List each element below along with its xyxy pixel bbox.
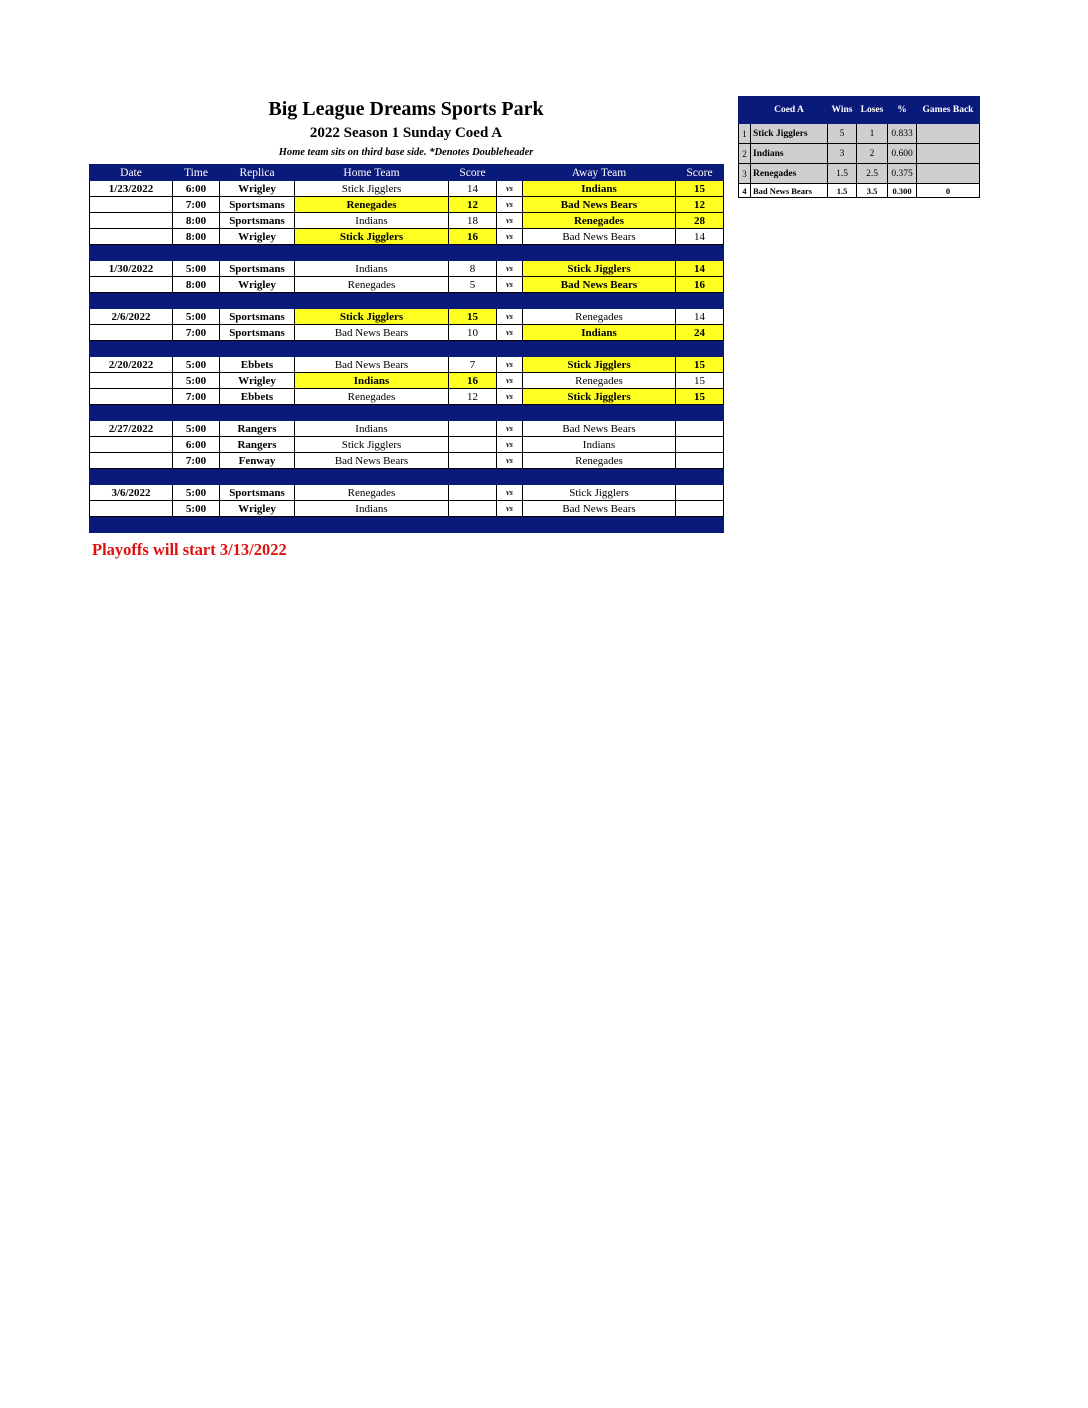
vs-label: vs	[497, 197, 523, 213]
vs-label: vs	[497, 213, 523, 229]
away-team: Renegades	[523, 213, 676, 229]
home-team: Renegades	[295, 277, 449, 293]
standings-row	[739, 164, 980, 184]
game-time: 5:00	[173, 501, 220, 517]
game-time: 6:00	[173, 437, 220, 453]
game-date	[90, 197, 173, 213]
game-field: Sportsmans	[220, 485, 295, 501]
standings-wins: 1.5	[828, 184, 857, 198]
separator-cell	[173, 517, 220, 533]
schedule-note: Home team sits on third base side. *Denotes Doubleheader	[278, 147, 534, 158]
game-time: 5:00	[173, 485, 220, 501]
col-away-team-header: Away Team	[523, 165, 676, 181]
separator-cell	[173, 469, 220, 485]
separator-cell	[220, 405, 295, 421]
separator-cell	[497, 517, 523, 533]
game-field: Sportsmans	[220, 309, 295, 325]
away-team: Indians	[523, 325, 676, 341]
away-team: Renegades	[523, 309, 676, 325]
game-row	[90, 213, 724, 229]
col-loses-header: Loses	[857, 97, 888, 124]
game-date	[90, 453, 173, 469]
col-away-score-header: Score	[676, 165, 724, 181]
col-division-header: Coed A	[751, 97, 828, 124]
game-field: Wrigley	[220, 229, 295, 245]
vs-label: vs	[497, 229, 523, 245]
away-score: 15	[676, 389, 724, 405]
col-games-back-header: Games Back	[917, 97, 980, 124]
away-team: Bad News Bears	[523, 229, 676, 245]
col-home-score-header: Score	[449, 165, 497, 181]
standings-games-back	[917, 164, 980, 184]
away-score: 15	[676, 181, 724, 197]
away-team: Renegades	[523, 373, 676, 389]
standings-team: Indians	[751, 144, 828, 164]
schedule-separator-row	[90, 341, 724, 357]
separator-cell	[676, 293, 724, 309]
schedule-separator-row	[90, 293, 724, 309]
separator-cell	[449, 405, 497, 421]
separator-cell	[295, 245, 449, 261]
home-team: Renegades	[295, 197, 449, 213]
separator-cell	[295, 341, 449, 357]
standings-team: Renegades	[751, 164, 828, 184]
separator-cell	[90, 405, 173, 421]
separator-cell	[449, 341, 497, 357]
vs-label: vs	[497, 357, 523, 373]
separator-cell	[90, 469, 173, 485]
game-time: 5:00	[173, 373, 220, 389]
game-field: Sportsmans	[220, 325, 295, 341]
schedule-table	[89, 164, 724, 533]
game-time: 7:00	[173, 325, 220, 341]
vs-label: vs	[497, 277, 523, 293]
vs-label: vs	[497, 421, 523, 437]
schedule-separator-row	[90, 405, 724, 421]
separator-cell	[220, 517, 295, 533]
standings-wins: 1.5	[828, 164, 857, 184]
standings-wins: 3	[828, 144, 857, 164]
home-score: 5	[449, 277, 497, 293]
vs-label: vs	[497, 453, 523, 469]
separator-cell	[90, 245, 173, 261]
standings-pct: 0.375	[888, 164, 917, 184]
standings-games-back: 0	[917, 184, 980, 198]
separator-cell	[497, 293, 523, 309]
vs-label: vs	[497, 325, 523, 341]
away-team: Bad News Bears	[523, 277, 676, 293]
home-team: Bad News Bears	[295, 357, 449, 373]
game-date: 2/27/2022	[90, 421, 173, 437]
home-team: Stick Jigglers	[295, 229, 449, 245]
game-date	[90, 277, 173, 293]
standings-pct: 0.300	[888, 184, 917, 198]
separator-cell	[220, 469, 295, 485]
season-subtitle: 2022 Season 1 Sunday Coed A	[309, 125, 503, 141]
game-field: Fenway	[220, 453, 295, 469]
game-row	[90, 485, 724, 501]
separator-cell	[523, 341, 676, 357]
game-row	[90, 325, 724, 341]
away-score: 12	[676, 197, 724, 213]
game-row	[90, 389, 724, 405]
vs-label: vs	[497, 261, 523, 277]
separator-cell	[295, 469, 449, 485]
standings-team: Bad News Bears	[751, 184, 828, 198]
standings-games-back	[917, 144, 980, 164]
game-field: Ebbets	[220, 389, 295, 405]
home-score: 12	[449, 389, 497, 405]
home-team: Bad News Bears	[295, 325, 449, 341]
standings-wins: 5	[828, 124, 857, 144]
game-time: 8:00	[173, 213, 220, 229]
vs-label: vs	[497, 373, 523, 389]
separator-cell	[523, 517, 676, 533]
game-row	[90, 373, 724, 389]
away-score	[676, 421, 724, 437]
separator-cell	[220, 341, 295, 357]
schedule-separator-row	[90, 469, 724, 485]
game-row	[90, 197, 724, 213]
home-team: Indians	[295, 421, 449, 437]
game-date	[90, 501, 173, 517]
vs-label: vs	[497, 437, 523, 453]
separator-cell	[173, 245, 220, 261]
home-score	[449, 501, 497, 517]
game-date	[90, 229, 173, 245]
separator-cell	[295, 405, 449, 421]
away-team: Stick Jigglers	[523, 357, 676, 373]
separator-cell	[497, 341, 523, 357]
home-score: 8	[449, 261, 497, 277]
standings-table	[738, 96, 980, 198]
separator-cell	[523, 245, 676, 261]
schedule-separator-row	[90, 245, 724, 261]
separator-cell	[676, 341, 724, 357]
game-row	[90, 501, 724, 517]
home-score: 16	[449, 229, 497, 245]
game-row	[90, 437, 724, 453]
col-home-team-header: Home Team	[295, 165, 449, 181]
game-time: 7:00	[173, 389, 220, 405]
game-date	[90, 213, 173, 229]
game-time: 5:00	[173, 421, 220, 437]
separator-cell	[90, 341, 173, 357]
game-row	[90, 181, 724, 197]
home-team: Stick Jigglers	[295, 309, 449, 325]
game-field: Ebbets	[220, 357, 295, 373]
away-score	[676, 437, 724, 453]
away-team: Stick Jigglers	[523, 485, 676, 501]
home-score	[449, 421, 497, 437]
standings-header-row	[739, 97, 980, 124]
standings-rank: 2	[739, 144, 751, 164]
game-field: Wrigley	[220, 277, 295, 293]
away-score: 15	[676, 357, 724, 373]
game-field: Rangers	[220, 437, 295, 453]
away-score	[676, 501, 724, 517]
standings-rank: 1	[739, 124, 751, 144]
standings-loses: 2.5	[857, 164, 888, 184]
page-title: Big League Dreams Sports Park	[268, 98, 544, 120]
game-row	[90, 277, 724, 293]
col-date-header: Date	[90, 165, 173, 181]
separator-cell	[523, 405, 676, 421]
vs-label: vs	[497, 501, 523, 517]
separator-cell	[497, 245, 523, 261]
vs-label: vs	[497, 309, 523, 325]
home-team: Bad News Bears	[295, 453, 449, 469]
separator-cell	[497, 405, 523, 421]
home-team: Stick Jigglers	[295, 437, 449, 453]
game-field: Sportsmans	[220, 213, 295, 229]
home-team: Stick Jigglers	[295, 181, 449, 197]
game-time: 8:00	[173, 277, 220, 293]
away-score: 16	[676, 277, 724, 293]
game-field: Wrigley	[220, 373, 295, 389]
separator-cell	[449, 293, 497, 309]
away-score	[676, 453, 724, 469]
vs-label: vs	[497, 485, 523, 501]
col-wins-header: Wins	[828, 97, 857, 124]
game-date: 2/20/2022	[90, 357, 173, 373]
col-vs-header	[497, 165, 523, 181]
home-score	[449, 485, 497, 501]
separator-cell	[449, 517, 497, 533]
vs-label: vs	[497, 181, 523, 197]
game-date	[90, 389, 173, 405]
home-team: Renegades	[295, 485, 449, 501]
game-time: 7:00	[173, 453, 220, 469]
game-time: 8:00	[173, 229, 220, 245]
game-row	[90, 357, 724, 373]
game-time: 5:00	[173, 309, 220, 325]
home-score: 7	[449, 357, 497, 373]
col-pct-header: %	[888, 97, 917, 124]
separator-cell	[173, 341, 220, 357]
col-rank-header	[739, 97, 751, 124]
game-field: Wrigley	[220, 181, 295, 197]
separator-cell	[173, 293, 220, 309]
col-replica-header: Replica	[220, 165, 295, 181]
standings-loses: 3.5	[857, 184, 888, 198]
standings-pct: 0.833	[888, 124, 917, 144]
home-score	[449, 453, 497, 469]
game-row	[90, 453, 724, 469]
away-score: 15	[676, 373, 724, 389]
game-time: 5:00	[173, 261, 220, 277]
home-team: Indians	[295, 261, 449, 277]
away-score: 14	[676, 229, 724, 245]
game-field: Wrigley	[220, 501, 295, 517]
game-time: 7:00	[173, 197, 220, 213]
separator-cell	[676, 245, 724, 261]
standings-pct: 0.600	[888, 144, 917, 164]
home-score: 12	[449, 197, 497, 213]
away-team: Bad News Bears	[523, 501, 676, 517]
separator-cell	[220, 245, 295, 261]
separator-cell	[449, 469, 497, 485]
standings-row	[739, 144, 980, 164]
separator-cell	[676, 517, 724, 533]
schedule-separator-row	[90, 517, 724, 533]
vs-label: vs	[497, 389, 523, 405]
home-score: 15	[449, 309, 497, 325]
game-row	[90, 261, 724, 277]
home-score: 14	[449, 181, 497, 197]
game-date: 2/6/2022	[90, 309, 173, 325]
schedule-header-row	[90, 165, 724, 181]
game-date: 1/23/2022	[90, 181, 173, 197]
col-time-header: Time	[173, 165, 220, 181]
game-date	[90, 437, 173, 453]
away-team: Stick Jigglers	[523, 261, 676, 277]
standings-loses: 1	[857, 124, 888, 144]
away-team: Bad News Bears	[523, 197, 676, 213]
standings-rank: 3	[739, 164, 751, 184]
away-score	[676, 485, 724, 501]
game-date	[90, 373, 173, 389]
separator-cell	[220, 293, 295, 309]
separator-cell	[295, 293, 449, 309]
separator-cell	[90, 293, 173, 309]
separator-cell	[90, 517, 173, 533]
away-score: 14	[676, 309, 724, 325]
separator-cell	[295, 517, 449, 533]
game-field: Sportsmans	[220, 197, 295, 213]
away-team: Stick Jigglers	[523, 389, 676, 405]
game-date	[90, 325, 173, 341]
game-row	[90, 309, 724, 325]
game-date: 3/6/2022	[90, 485, 173, 501]
game-row	[90, 229, 724, 245]
separator-cell	[676, 405, 724, 421]
separator-cell	[523, 293, 676, 309]
home-score: 18	[449, 213, 497, 229]
game-field: Rangers	[220, 421, 295, 437]
away-score: 14	[676, 261, 724, 277]
home-team: Renegades	[295, 389, 449, 405]
home-team: Indians	[295, 213, 449, 229]
game-time: 6:00	[173, 181, 220, 197]
standings-row	[739, 124, 980, 144]
away-team: Bad News Bears	[523, 421, 676, 437]
away-score: 24	[676, 325, 724, 341]
away-team: Indians	[523, 437, 676, 453]
standings-rank: 4	[739, 184, 751, 198]
separator-cell	[676, 469, 724, 485]
separator-cell	[497, 469, 523, 485]
game-field: Sportsmans	[220, 261, 295, 277]
separator-cell	[449, 245, 497, 261]
away-score: 28	[676, 213, 724, 229]
standings-team: Stick Jigglers	[751, 124, 828, 144]
home-score: 16	[449, 373, 497, 389]
game-row	[90, 421, 724, 437]
home-score: 10	[449, 325, 497, 341]
home-team: Indians	[295, 373, 449, 389]
standings-row	[739, 184, 980, 198]
away-team: Renegades	[523, 453, 676, 469]
separator-cell	[523, 469, 676, 485]
separator-cell	[173, 405, 220, 421]
standings-games-back	[917, 124, 980, 144]
standings-loses: 2	[857, 144, 888, 164]
home-score	[449, 437, 497, 453]
away-team: Indians	[523, 181, 676, 197]
game-time: 5:00	[173, 357, 220, 373]
home-team: Indians	[295, 501, 449, 517]
playoffs-notice: Playoffs will start 3/13/2022	[92, 540, 287, 559]
game-date: 1/30/2022	[90, 261, 173, 277]
